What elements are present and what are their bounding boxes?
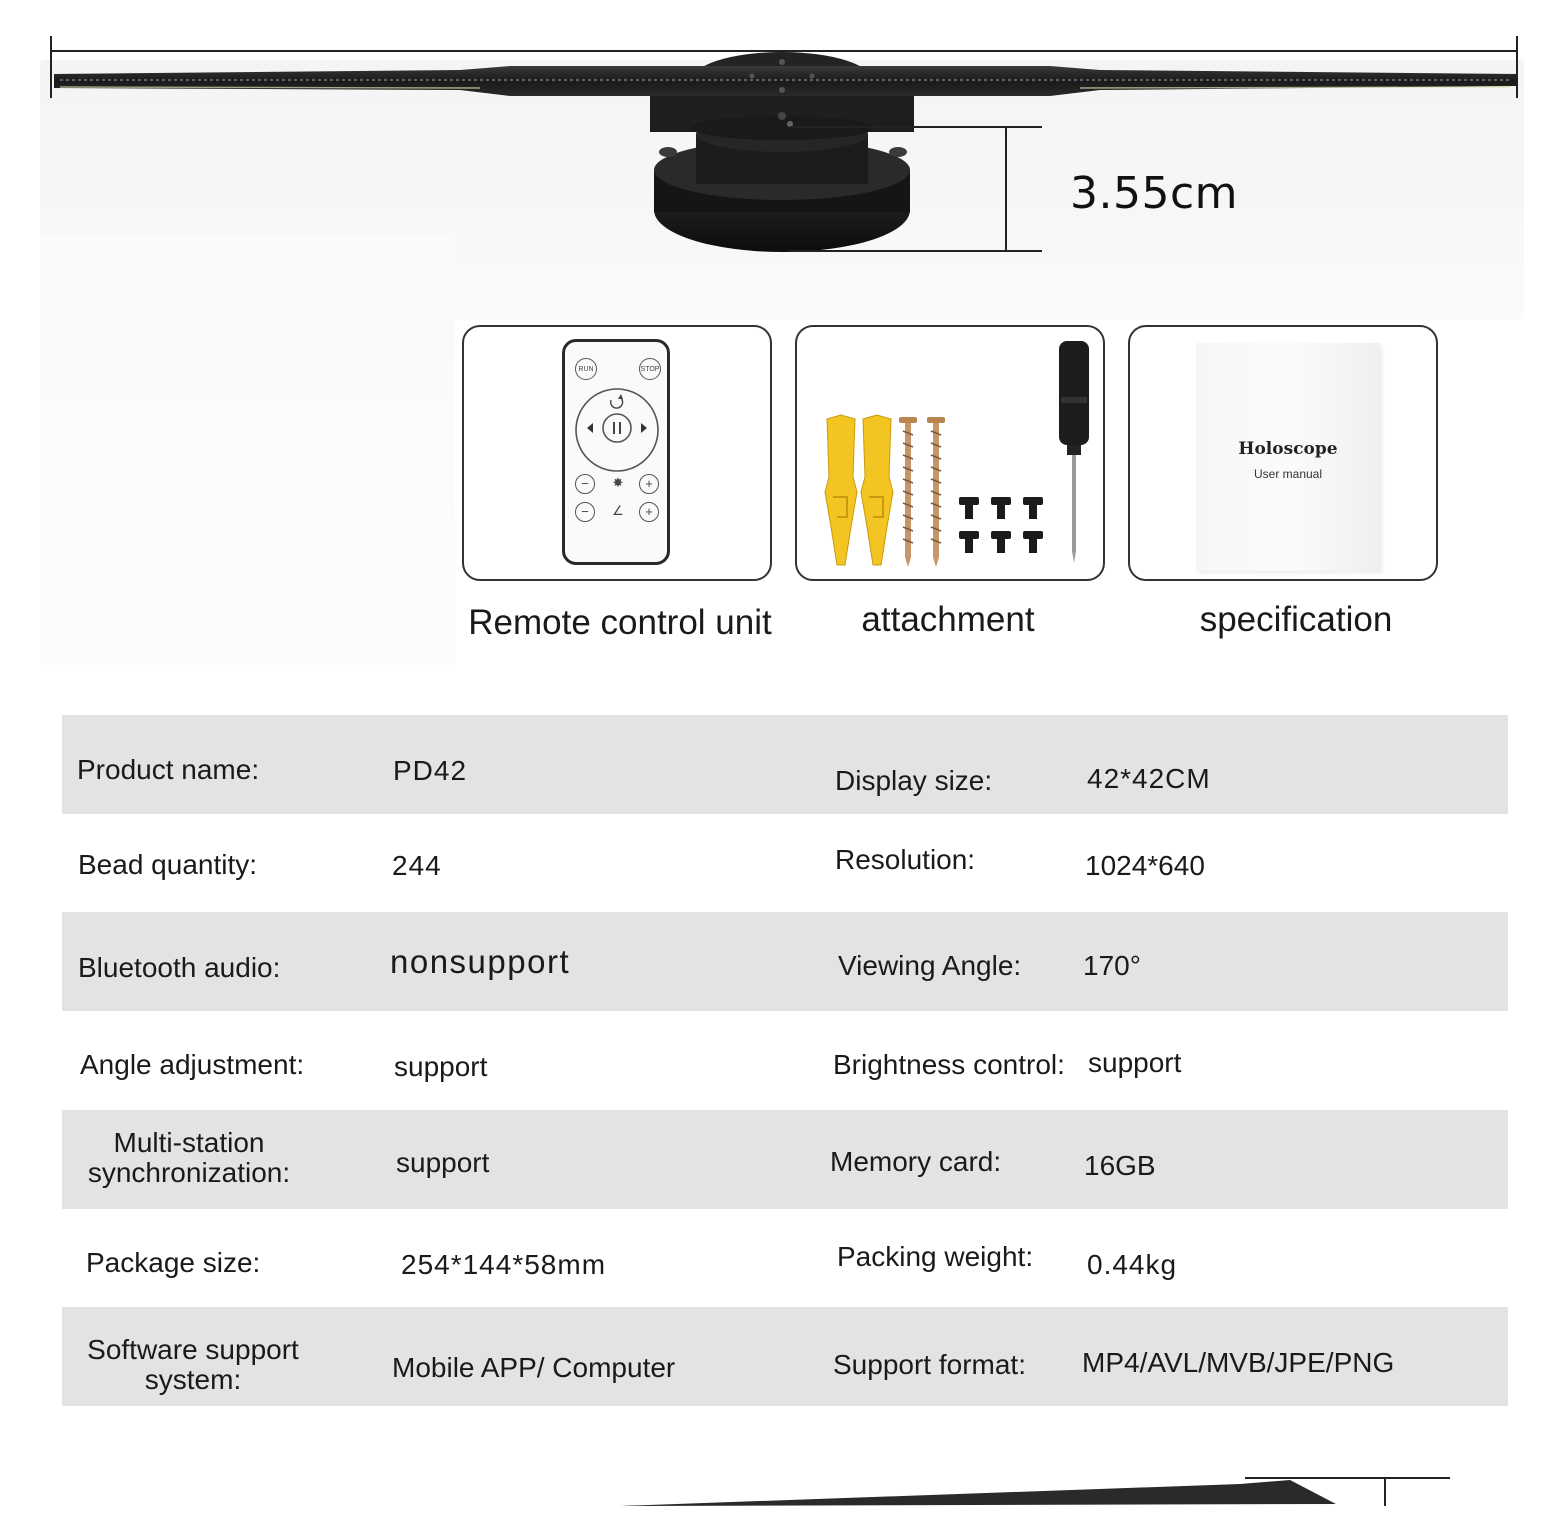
spec-label: Bead quantity:	[78, 849, 258, 880]
specification-card	[1128, 325, 1438, 581]
remote-control-icon	[562, 339, 670, 565]
spec-row	[62, 1011, 1508, 1110]
spec-label: Product name:	[77, 754, 260, 785]
spec-row	[62, 1307, 1508, 1406]
spec-label: Bluetooth audio:	[78, 952, 281, 983]
spec-label: Support format:	[833, 1349, 1026, 1380]
hologram-fan-product-image	[40, 30, 1530, 270]
screws-anchors-screwdriver-icon	[797, 327, 1105, 581]
spec-label: Packing weight:	[837, 1241, 1034, 1272]
spec-label: Angle adjustment:	[80, 1049, 305, 1080]
attachment-card	[795, 325, 1105, 581]
spec-label: Software support system:	[87, 1334, 299, 1395]
spec-value: Mobile APP/ Computer	[392, 1352, 676, 1383]
spec-value: support	[396, 1147, 490, 1178]
remote-stop-button-icon: STOP	[639, 358, 661, 380]
spec-value: nonsupport	[390, 943, 571, 980]
remote-brightness-icon: ✸	[612, 475, 624, 490]
spec-label: Multi-station synchronization:	[87, 1127, 291, 1188]
manual-title: Holoscope	[1238, 439, 1338, 459]
spec-row	[62, 1110, 1508, 1209]
remote-dpad-icon	[573, 386, 661, 474]
spec-value: 254*144*58mm	[401, 1249, 607, 1280]
next-section-product-edge	[600, 1470, 1480, 1540]
user-manual-icon	[1196, 343, 1380, 571]
spec-row	[62, 1209, 1508, 1308]
spec-row	[62, 814, 1508, 913]
spec-value: 1024*640	[1085, 850, 1205, 881]
specification-caption: specification	[1199, 600, 1393, 639]
remote-plus-icon-2: +	[639, 502, 659, 522]
remote-minus-icon-2: −	[575, 502, 595, 522]
manual-subtitle: User manual	[1253, 467, 1323, 481]
spec-row	[62, 912, 1508, 1011]
remote-run-button-icon: RUN	[575, 358, 597, 380]
spec-label: Display size:	[835, 765, 993, 796]
spec-value: 244	[392, 850, 442, 881]
spec-label: Resolution:	[835, 844, 976, 875]
spec-value: PD42	[393, 755, 468, 786]
remote-plus-icon: +	[639, 474, 659, 494]
spec-value: support	[394, 1051, 488, 1082]
spec-value: 0.44kg	[1087, 1249, 1178, 1280]
spec-label: Package size:	[86, 1247, 261, 1278]
spec-value: 170°	[1083, 950, 1141, 981]
remote-minus-icon: −	[575, 474, 595, 494]
remote-angle-icon: ∠	[612, 503, 624, 518]
spec-label: Viewing Angle:	[838, 950, 1022, 981]
photo-fade-area	[40, 235, 455, 665]
height-measure-vertical-line	[1005, 126, 1007, 252]
spec-label: Brightness control:	[833, 1049, 1065, 1080]
spec-value: support	[1088, 1047, 1182, 1078]
attachment-caption: attachment	[861, 600, 1035, 639]
height-dimension-label: 3.55cm	[1070, 168, 1239, 219]
spec-row	[62, 715, 1508, 814]
remote-control-caption: Remote control unit	[468, 603, 772, 642]
spec-label: Memory card:	[830, 1146, 1002, 1177]
spec-value: 16GB	[1084, 1150, 1156, 1181]
spec-value: 42*42CM	[1087, 763, 1211, 794]
remote-control-card	[462, 325, 772, 581]
spec-value: MP4/AVL/MVB/JPE/PNG	[1082, 1347, 1395, 1378]
